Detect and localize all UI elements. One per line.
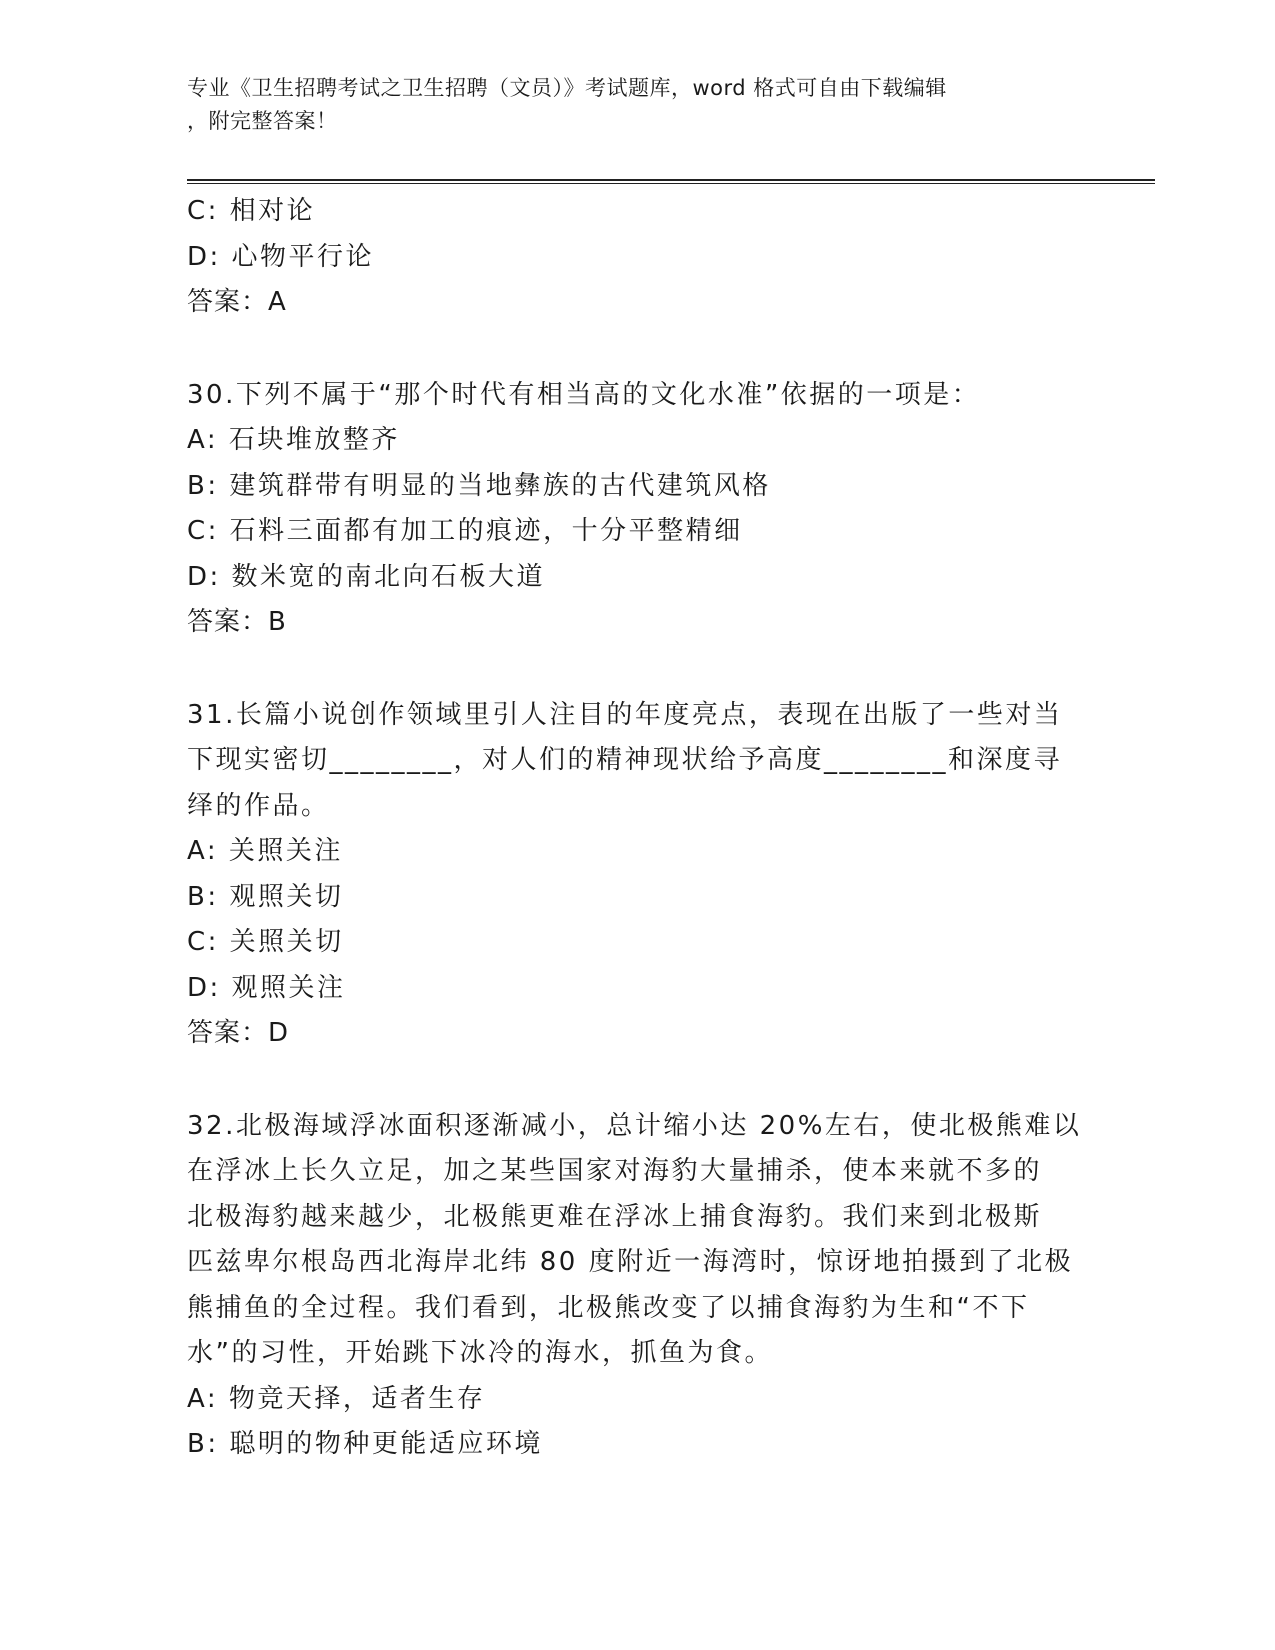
q32-question-line: 匹兹卑尔根岛西北海岸北纬 80 度附近一海湾时，惊讶地拍摄到了北极 [187,1247,1074,1277]
question-29 [187,189,1087,326]
question-30 [187,373,1087,646]
q29-answer: 答案：A [187,287,287,317]
q31-option-c: C: 关照关切 [187,927,344,957]
q31-option-b: B: 观照关切 [187,881,344,912]
q30-option-a: A: 石块堆放整齐 [187,425,400,455]
q29-option-d: D: 心物平行论 [187,241,375,272]
q32-question-line: 32.北极海域浮冰面积逐渐减小，总计缩小达 20%左右，使北极熊难以 [187,1110,1082,1141]
q31-question-line: 绎的作品。 [187,790,330,821]
q30-answer: 答案：B [187,607,287,637]
spacer [187,646,1087,693]
q29-option-c: C: 相对论 [187,196,316,226]
q32-option-b: B: 聪明的物种更能适应环境 [187,1429,543,1459]
document-header [187,72,1077,138]
q31-answer: 答案：D [187,1018,290,1048]
header-divider-thin [187,183,1155,184]
q31-question-line: 31.长篇小说创作领域里引人注目的年度亮点，表现在出版了一些对当 [187,699,1063,730]
q32-question-line: 熊捕鱼的全过程。我们看到，北极熊改变了以捕食海豹为生和“不下 [187,1292,1030,1323]
q31-question-line: 下现实密切________，对人们的精神现状给予高度________和深度寻 [187,745,1063,775]
question-list [187,189,1087,1468]
question-31 [187,693,1087,1057]
spacer [187,326,1087,373]
q30-option-d: D: 数米宽的南北向石板大道 [187,561,546,592]
q30-option-c: C: 石料三面都有加工的痕迹，十分平整精细 [187,516,743,546]
header-line-2: ，附完整答案！ [187,109,338,133]
q32-question-line: 北极海豹越来越少，北极熊更难在浮冰上捕食海豹。我们来到北极斯 [187,1201,1043,1232]
header-line-1: 专业《卫生招聘考试之卫生招聘（文员）》考试题库，word 格式可自由下载编辑 [187,76,947,100]
q31-option-d: D: 观照关注 [187,972,346,1003]
q32-question-line: 在浮冰上长久立足，加之某些国家对海豹大量捕杀，使本来就不多的 [187,1156,1043,1186]
q30-option-b: B: 建筑群带有明显的当地彝族的古代建筑风格 [187,470,771,501]
spacer [187,1057,1087,1104]
question-32 [187,1104,1087,1468]
q31-option-a: A: 关照关注 [187,836,343,866]
q30-question: 30.下列不属于“那个时代有相当高的文化水准”依据的一项是： [187,379,981,410]
q32-option-a: A: 物竞天择，适者生存 [187,1383,486,1414]
q32-question-line: 水”的习性，开始跳下冰冷的海水，抓鱼为食。 [187,1338,773,1368]
header-divider-thick [187,179,1155,181]
